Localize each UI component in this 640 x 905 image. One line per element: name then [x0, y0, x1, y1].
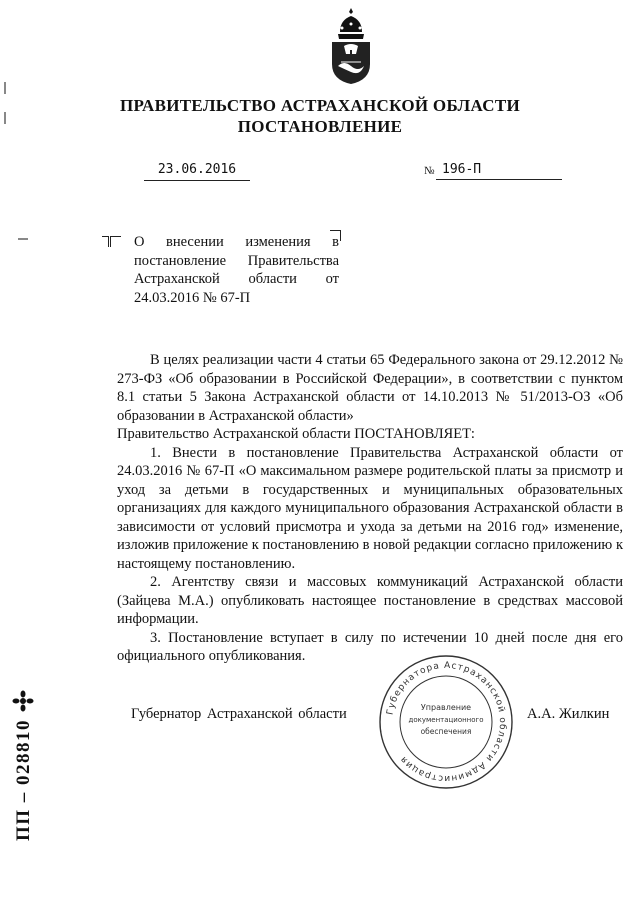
document-date: 23.06.2016 — [144, 160, 250, 181]
corner-bracket-left-inner — [102, 236, 109, 247]
document-body — [117, 351, 623, 666]
official-stamp — [376, 652, 516, 792]
margin-mark — [4, 82, 6, 94]
corner-bracket-left — [110, 236, 121, 247]
org-title: ПРАВИТЕЛЬСТВО АСТРАХАНСКОЙ ОБЛАСТИ — [120, 96, 520, 115]
document-subject: О внесении изменения в постановление Правительства Астраханской области от 24.03.2016 № 67-П — [134, 234, 339, 306]
stamp-line-1: Управление — [420, 703, 472, 712]
clause-1: 1. Внести в постановление Правительства Астраханской области от 24.03.2016 № 67-П «О максимальном размере родительской платы за присмотр и уход за детьми в государственных и муниципальных образовательных организациях для каждого муниципального образования Астраханской области в зависимости от условий присмотра и ухода за детьми на 2016 год» изменение, изложив приложение к постановлению в новой редакции согласно приложению к настоящему постановлению. — [117, 444, 623, 572]
document-type: ПОСТАНОВЛЕНИЕ — [237, 117, 403, 136]
stamp-ring-text: Губернатора Астраханской области Администрация — [385, 660, 508, 784]
number-sign: № — [424, 165, 435, 177]
resolution-line: Правительство Астраханской области ПОСТАНОВЛЯЕТ: — [117, 426, 475, 442]
signatory-title: Губернатор Астраханской области — [131, 706, 347, 722]
registration-code-text: ПП – 028810 — [13, 718, 34, 842]
stamp-line-3: обеспечения — [420, 727, 472, 736]
document-number: 196-П — [436, 160, 562, 180]
margin-mark — [18, 238, 28, 240]
clause-3: 3. Постановление вступает в силу по истечении 10 дней после дня его официального опубликования. — [117, 629, 623, 664]
clause-2: 2. Агентству связи и массовых коммуникаций Астраханской области (Зайцева М.А.) опубликовать настоящее постановление в средствах массовой информации. — [117, 574, 623, 627]
stamp-line-2: документационного — [408, 716, 484, 724]
margin-mark — [4, 112, 6, 124]
signatory-name: А.А. Жилкин — [527, 706, 610, 722]
coat-of-arms-icon — [326, 6, 376, 86]
registration-code — [4, 700, 44, 860]
preamble-paragraph: В целях реализации части 4 статьи 65 Федерального закона от 29.12.2012 № 273-ФЗ «Об образовании в Российской Федерации», в соответствии с пунктом 8.1 статьи 5 Закона Астраханской области от 14.10.2013 № 51/2013-ОЗ «Об образовании в Астраханской области» — [117, 352, 623, 424]
